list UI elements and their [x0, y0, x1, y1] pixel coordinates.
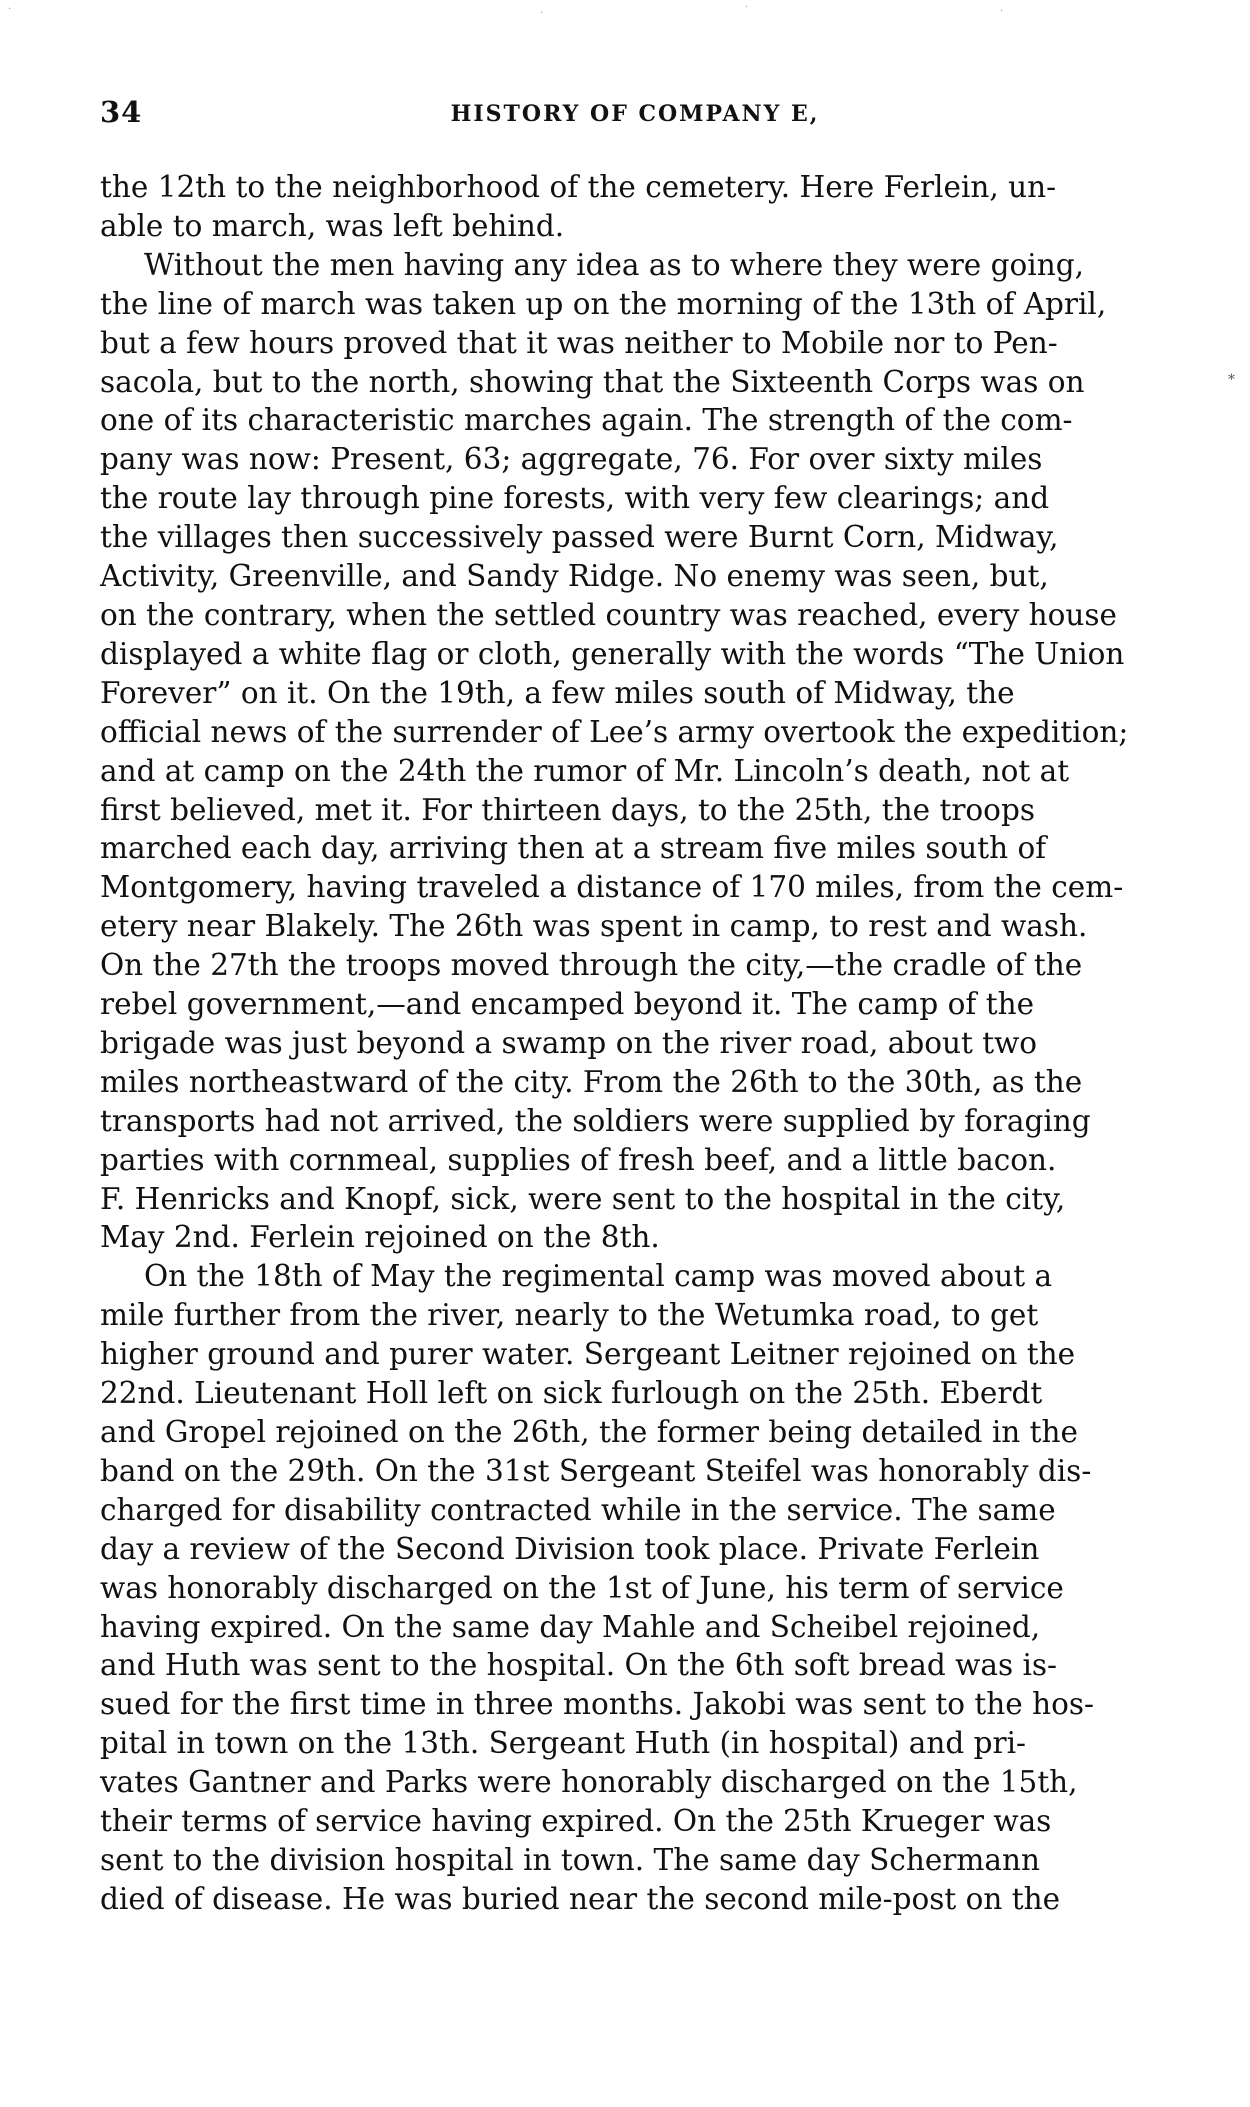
text-line: able to march, was left behind. — [100, 208, 565, 243]
text-line: etery near Blakely. The 26th was spent in camp, to rest and wash. — [100, 909, 1088, 944]
text-line: sent to the division hospital in town. The same day Schermann — [100, 1842, 1040, 1877]
text-line: Activity, Greenville, and Sandy Ridge. No enemy was seen, but, — [100, 559, 1049, 594]
text-line: died of disease. He was buried near the second mile-post on the — [100, 1881, 1061, 1916]
text-line: band on the 29th. On the 31st Sergeant Steifel was honorably dis- — [100, 1453, 1092, 1488]
text-line: on the contrary, when the settled country was reached, every house — [100, 597, 1117, 632]
text-line: the line of march was taken up on the morning of the 13th of April, — [100, 286, 1107, 321]
scan-speck: · — [1000, 6, 1004, 17]
text-line: transports had not arrived, the soldiers were supplied by foraging — [100, 1103, 1091, 1138]
text-line: vates Gantner and Parks were honorably discharged on the 15th, — [100, 1765, 1078, 1800]
text-line: May 2nd. Ferlein rejoined on the 8th. — [100, 1220, 660, 1255]
text-line: F. Henricks and Knopf, sick, were sent to the hospital in the city, — [100, 1181, 1066, 1216]
text-line: displayed a white flag or cloth, generally with the words “The Union — [100, 636, 1125, 671]
text-line: one of its characteristic marches again. The strength of the com- — [100, 403, 1073, 438]
paragraph-start-line: On the 18th of May the regimental camp was moved about a — [144, 1259, 1053, 1294]
text-line: mile further from the river, nearly to the Wetumka road, to get — [100, 1298, 1039, 1333]
text-line: day a review of the Second Division took place. Private Ferlein — [100, 1531, 1040, 1566]
text-line: the villages then successively passed were Burnt Corn, Midway, — [100, 520, 1059, 555]
page-number: 34 — [100, 95, 143, 129]
text-line: rebel government,—and encamped beyond it. The camp of the — [100, 987, 1035, 1022]
text-line: was honorably discharged on the 1st of June, his term of service — [100, 1570, 1064, 1605]
text-line: and at camp on the 24th the rumor of Mr. Lincoln’s death, not at — [100, 753, 1070, 788]
text-line: the 12th to the neighborhood of the cemetery. Here Ferlein, un- — [100, 170, 1057, 204]
body-text — [100, 168, 1168, 1919]
text-line: the route lay through pine forests, with very few clearings; and — [100, 481, 1050, 516]
text-line: and Gropel rejoined on the 26th, the former being detailed in the — [100, 1415, 1078, 1449]
text-line: their terms of service having expired. On the 25th Krueger was — [100, 1804, 1052, 1839]
text-line: official news of the surrender of Lee’s army overtook the expedition; — [100, 714, 1129, 749]
text-line: miles northeastward of the city. From the 26th to the 30th, as the — [100, 1064, 1083, 1099]
text-line: first believed, met it. For thirteen days, to the 25th, the troops — [100, 792, 1035, 827]
text-line: pital in town on the 13th. Sergeant Huth (in hospital) and pri- — [100, 1726, 1027, 1761]
text-line: having expired. On the same day Mahle and Scheibel rejoined, — [100, 1609, 1041, 1644]
paragraph-start-line: Without the men having any idea as to where they were going, — [144, 247, 1084, 282]
text-line: 22nd. Lieutenant Holl left on sick furlough on the 25th. Eberdt — [100, 1376, 1043, 1411]
scan-speck: · — [745, 2, 749, 13]
text-line: higher ground and purer water. Sergeant Leitner rejoined on the — [100, 1337, 1076, 1372]
text-line: Montgomery, having traveled a distance of 170 miles, from the cem- — [100, 870, 1124, 905]
running-title: HISTORY OF COMPANY E, — [450, 101, 820, 127]
text-line: On the 27th the troops moved through the city,—the cradle of the — [100, 948, 1083, 983]
page-header — [100, 95, 1170, 145]
scan-speck: · — [8, 4, 12, 15]
text-line: pany was now: Present, 63; aggregate, 76. For over sixty miles — [100, 442, 1043, 477]
text-line: parties with cornmeal, supplies of fresh beef, and a little bacon. — [100, 1142, 1057, 1177]
text-line: marched each day, arriving then at a stream five miles south of — [100, 831, 1047, 866]
text-line: charged for disability contracted while in the service. The same — [100, 1492, 1056, 1527]
margin-asterisk-mark: * — [1228, 372, 1235, 388]
text-line: but a few hours proved that it was neither to Mobile nor to Pen- — [100, 325, 1058, 360]
text-line: brigade was just beyond a swamp on the river road, about two — [100, 1025, 1038, 1060]
text-line: and Huth was sent to the hospital. On the 6th soft bread was is- — [100, 1648, 1058, 1683]
scan-speck: · — [540, 8, 544, 19]
text-line: Forever” on it. On the 19th, a few miles south of Midway, the — [100, 675, 1015, 710]
text-line: sued for the first time in three months. Jakobi was sent to the hos- — [100, 1687, 1094, 1722]
text-line: sacola, but to the north, showing that the Sixteenth Corps was on — [100, 364, 1085, 399]
